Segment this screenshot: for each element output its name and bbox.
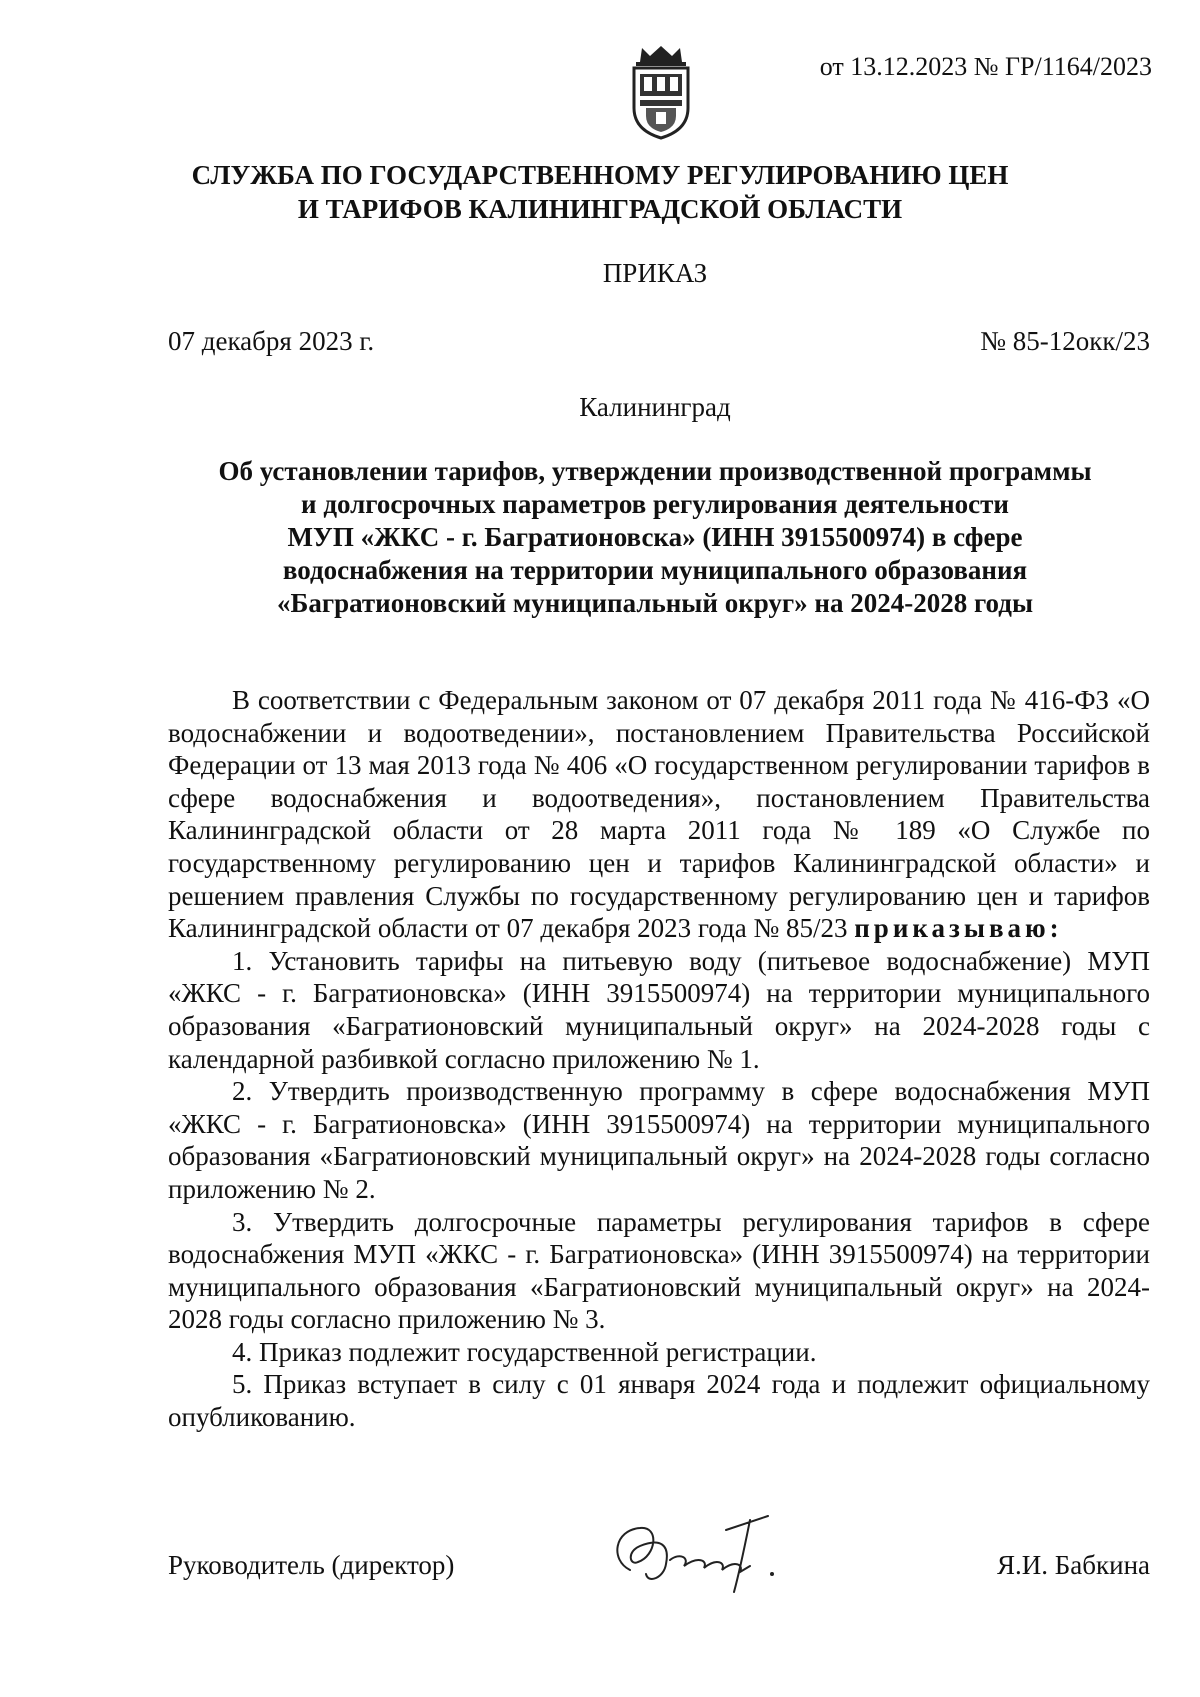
- title-line: водоснабжения на территории муниципального образования: [282, 555, 1028, 585]
- order-word: приказываю:: [854, 913, 1063, 944]
- registration-stamp: от 13.12.2023 № ГР/1164/2023: [819, 52, 1152, 81]
- organization-name-line: И ТАРИФОВ КАЛИНИНГРАДСКОЙ ОБЛАСТИ: [297, 194, 903, 224]
- signer-role: Руководитель (директор): [168, 1550, 455, 1580]
- document-number: № 85-12окк/23: [980, 326, 1150, 356]
- order-item: 5. Приказ вступает в силу с 01 января 2024 года и подлежит официальному опубликованию.: [168, 1369, 1150, 1433]
- document-type: ПРИКАЗ: [602, 258, 708, 288]
- order-item: 3. Утвердить долгосрочные параметры регулирования тарифов в сфере водоснабжения МУП «ЖКС - г. Багратионовска» (ИНН 3915500974) на территории муниципального образования «Багратионовский муниципальный округ» на 2024-2028 годы согласно приложению № 3.: [168, 1206, 1150, 1335]
- document-title: [150, 455, 1160, 620]
- order-item: 2. Утвердить производственную программу в сфере водоснабжения МУП «ЖКС - г. Багратионовска» (ИНН 3915500974) на территории муниципального образования «Багратионовский муниципальный округ» на 2024-2028 годы согласно приложению № 2.: [168, 1076, 1150, 1204]
- organization-name: [100, 158, 1100, 226]
- signer-name: Я.И. Бабкина: [997, 1550, 1150, 1580]
- organization-name-line: СЛУЖБА ПО ГОСУДАРСТВЕННОМУ РЕГУЛИРОВАНИЮ ЦЕН: [191, 160, 1009, 190]
- preamble-text: В соответствии с Федеральным законом от 07 декабря 2011 года № 416-ФЗ «О водоснабжении и водоотведении», постановлением Правительства Российской Федерации от 13 мая 2013 года № 406 «О государственном регулировании тарифов в сфере водоснабжения и водоотведения», постановлением Правительства Калининградской области от 28 марта 2011 года № 189 «О Службе по государственному регулированию цен и тарифов Калининградской области» и решением правления Службы по государственному регулированию цен и тарифов Калининградской области от 07 декабря 2023 года № 85/23: [168, 685, 1150, 944]
- coat-of-arms-icon: [622, 42, 700, 140]
- handwritten-signature-icon: [600, 1500, 800, 1600]
- document-date: 07 декабря 2023 г.: [168, 326, 375, 356]
- document-city: Калининград: [579, 392, 731, 422]
- order-item: 1. Установить тарифы на питьевую воду (питьевое водоснабжение) МУП «ЖКС - г. Багратионовска» (ИНН 3915500974) на территории муниципального образования «Багратионовский муниципальный округ» на 2024-2028 годы с календарной разбивкой согласно приложению № 1.: [168, 945, 1150, 1074]
- title-line: и долгосрочных параметров регулирования деятельности: [301, 489, 1009, 519]
- title-line: Об установлении тарифов, утверждении производственной программы: [218, 456, 1092, 486]
- document-body: [168, 684, 1150, 1434]
- title-line: «Багратионовский муниципальный округ» на 2024-2028 годы: [276, 588, 1034, 618]
- preamble-paragraph: [168, 684, 1150, 945]
- order-item: 4. Приказ подлежит государственной регистрации.: [232, 1336, 817, 1367]
- title-line: МУП «ЖКС - г. Багратионовска» (ИНН 3915500974) в сфере: [287, 522, 1023, 552]
